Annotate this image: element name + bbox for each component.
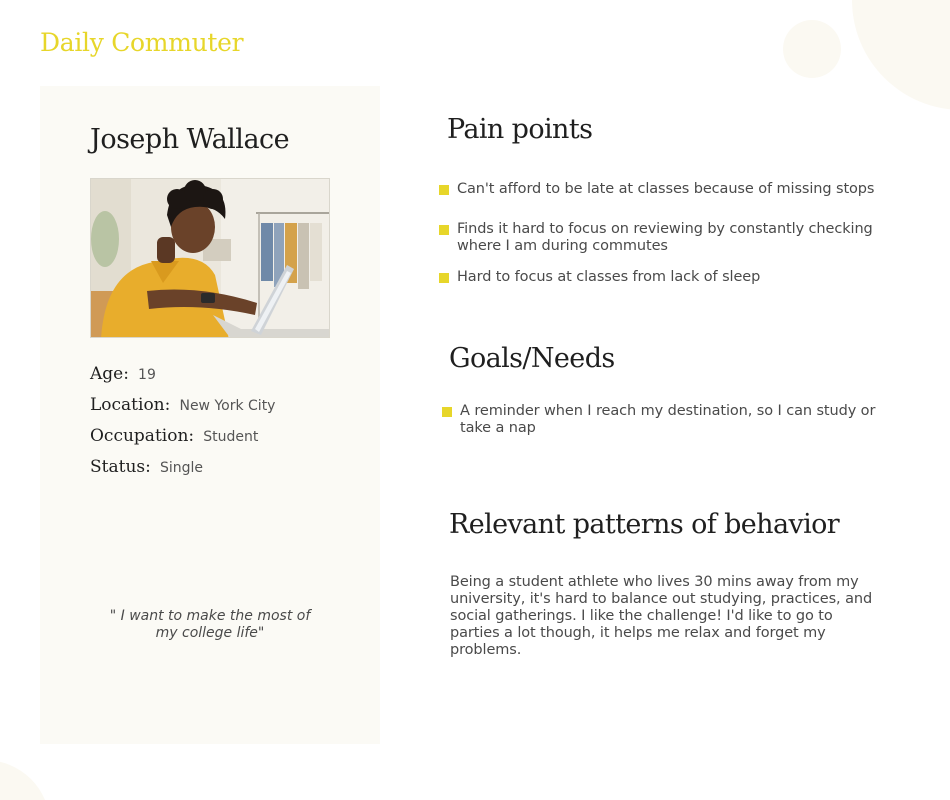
behavior-text-line: problems. [450, 642, 522, 658]
location-label: Location: [90, 395, 171, 415]
attribute-location [90, 395, 275, 415]
pain-point-text-line: Hard to focus at classes from lack of sleep [457, 269, 761, 285]
attribute-occupation [90, 426, 258, 446]
persona-profile-card [40, 86, 380, 744]
goal-text [460, 403, 875, 437]
occupation-value: Student [203, 429, 259, 445]
age-value: 19 [138, 367, 156, 383]
behavior-text-line: social gatherings. I like the challenge! I'd like to go to [450, 608, 833, 624]
behavior-text-line: parties a lot though, it helps me relax and forget my [450, 625, 826, 641]
attribute-status [90, 457, 203, 477]
age-label: Age: [90, 364, 129, 384]
goal-item [442, 403, 912, 437]
pain-points-title: Pain points [447, 114, 593, 145]
decorative-circle-small [783, 20, 841, 78]
goals-needs-title: Goals/Needs [449, 343, 615, 374]
pain-point-text [457, 181, 874, 198]
pain-point-text [457, 221, 873, 255]
status-label: Status: [90, 457, 151, 477]
behavior-text-line: university, it's hard to balance out studying, practices, and [450, 591, 873, 607]
pain-point-text-line: Finds it hard to focus on reviewing by constantly checking [457, 221, 873, 237]
pain-point-text [457, 269, 760, 286]
bullet-square-icon [442, 407, 452, 417]
decorative-circle-bottom [0, 760, 50, 800]
goal-text-line: take a nap [460, 420, 536, 436]
student-at-laptop-image [91, 179, 330, 338]
persona-photo [90, 178, 330, 338]
pain-point-item [439, 181, 909, 198]
pain-point-text-line: Can't afford to be late at classes because of missing stops [457, 181, 875, 197]
occupation-label: Occupation: [90, 426, 195, 446]
bullet-square-icon [439, 185, 449, 195]
pain-point-item [439, 269, 909, 286]
attribute-age [90, 364, 156, 384]
behavior-description [450, 574, 910, 659]
persona-name: Joseph Wallace [90, 124, 290, 155]
status-value: Single [159, 460, 203, 476]
decorative-circle-large [852, 0, 950, 110]
pain-point-text-line: where I am during commutes [457, 238, 668, 254]
goal-text-line: A reminder when I reach my destination, so I can study or [460, 403, 876, 419]
behavior-text-line: Being a student athlete who lives 30 mins away from my [450, 574, 859, 590]
persona-quote-line: " I want to make the most of [109, 608, 311, 624]
location-value: New York City [179, 398, 276, 414]
behavior-title: Relevant patterns of behavior [449, 509, 840, 540]
persona-quote-line: my college life" [155, 625, 265, 641]
pain-point-item [439, 221, 909, 255]
bullet-square-icon [439, 225, 449, 235]
bullet-square-icon [439, 273, 449, 283]
persona-quote [80, 608, 340, 642]
page-title: Daily Commuter [40, 28, 244, 57]
